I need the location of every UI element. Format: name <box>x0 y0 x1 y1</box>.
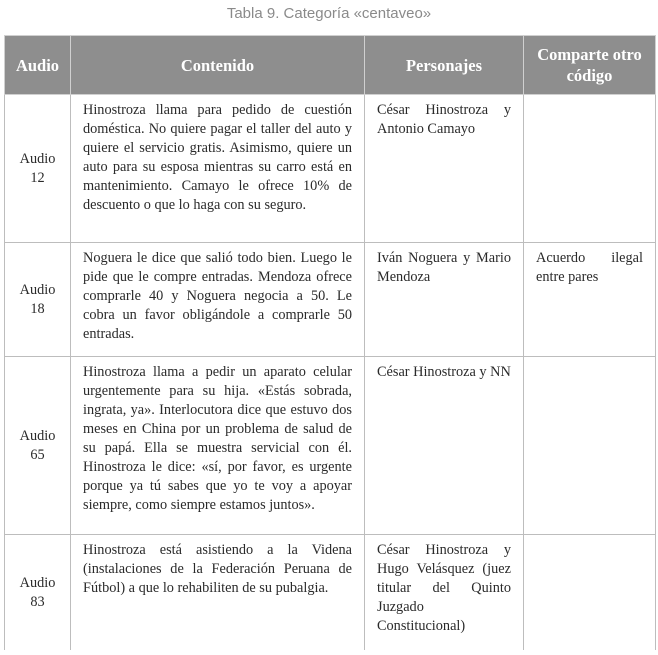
header-audio: Audio <box>5 36 71 95</box>
codigo-cell <box>524 535 656 651</box>
audio-label: Audio <box>19 150 56 167</box>
table-row <box>5 243 656 357</box>
table-row <box>5 95 656 243</box>
contenido-cell: Hinostroza llama para pedido de cuestión doméstica. No quiere pagar el taller del auto y quiere el servicio gratis. Asimismo, quiere un auto para su esposa mientras su carro está en mantenimiento. Camayo le ofrece 10% de descuento o que lo haga con su seguro. <box>71 95 365 243</box>
contenido-cell: Hinostroza está asistiendo a la Videna (instalaciones de la Federación Peruana de Fútbol) a que lo rehabiliten de su pubalgia. <box>71 535 365 651</box>
header-codigo: Comparte otro código <box>524 36 656 95</box>
audio-label: Audio <box>19 574 56 591</box>
audio-cell <box>5 95 71 243</box>
personajes-cell: César Hinostroza y Hugo Velásquez (juez titular del Quinto Juzgado Constitucional) <box>365 535 524 651</box>
audio-number: 18 <box>30 300 45 317</box>
table-caption: Tabla 9. Categoría «centaveo» <box>226 5 432 22</box>
audio-cell <box>5 357 71 535</box>
header-contenido: Contenido <box>71 36 365 95</box>
table-row <box>5 357 656 535</box>
codigo-cell <box>524 95 656 243</box>
audio-label: Audio <box>19 281 56 298</box>
audio-cell <box>5 535 71 651</box>
audio-number: 12 <box>30 169 45 186</box>
contenido-cell: Hinostroza llama a pedir un aparato celular urgentemente para su hija. «Estás sobrada, ingrata, ya». Interlocutora dice que estuvo dos meses en China por un problema de salud de su papá. Ella se muestra servicial con él. Hinostroza le dice: «sí, por favor, es urgente porque ya tú sabes que yo te voy a apoyar siempre, como siempre estamos juntos». <box>71 357 365 535</box>
codigo-cell: Acuerdo ilegal entre pares <box>524 243 656 357</box>
personajes-cell: César Hinostroza y Antonio Camayo <box>365 95 524 243</box>
header-row <box>5 36 656 95</box>
table-row <box>5 535 656 651</box>
codigo-cell <box>524 357 656 535</box>
audio-cell <box>5 243 71 357</box>
header-personajes: Personajes <box>365 36 524 95</box>
contenido-cell: Noguera le dice que salió todo bien. Luego le pide que le compre entradas. Mendoza ofrece comprarle 40 y Noguera negocia a 50. Le cobra un favor obligándole a comprarle 50 entradas. <box>71 243 365 357</box>
audio-number: 83 <box>30 593 45 610</box>
audio-label: Audio <box>19 427 56 444</box>
audio-number: 65 <box>30 446 45 463</box>
personajes-cell: César Hinostroza y NN <box>365 357 524 535</box>
data-table <box>4 35 656 650</box>
personajes-cell: Iván Noguera y Mario Mendoza <box>365 243 524 357</box>
